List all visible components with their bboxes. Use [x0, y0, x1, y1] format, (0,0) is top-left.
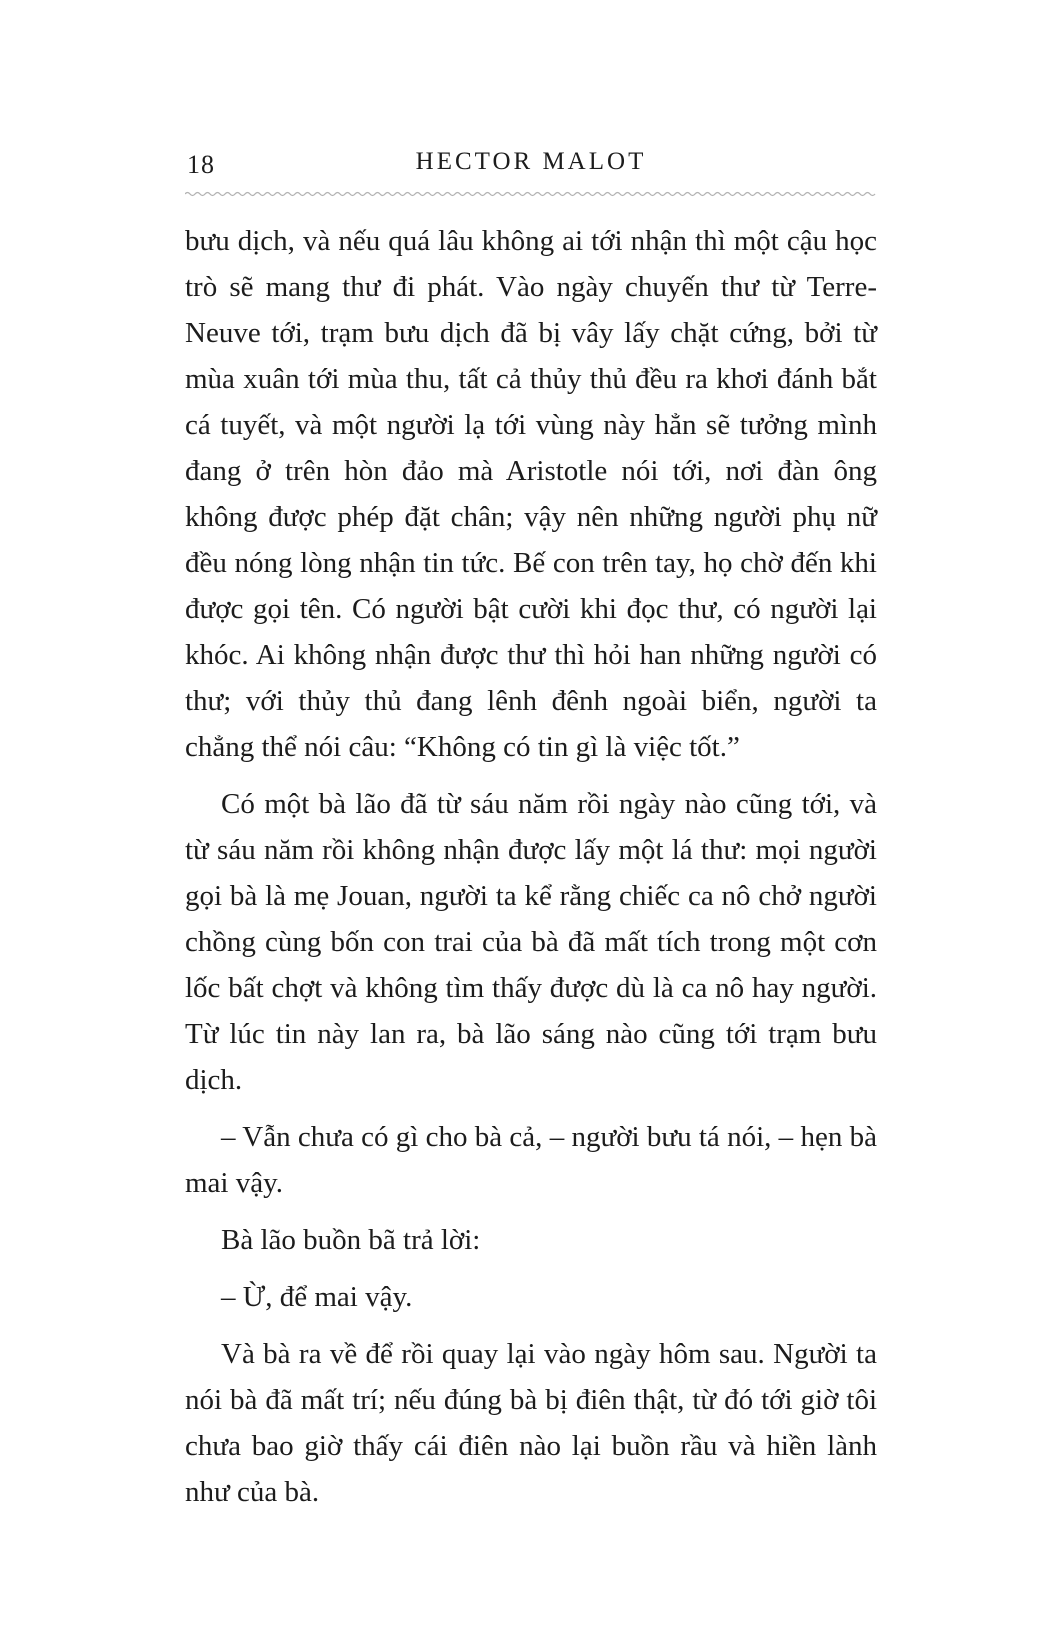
- page-body: [185, 218, 877, 1515]
- paragraph-dialogue: – Vẫn chưa có gì cho bà cả, – người bưu tá nói, – hẹn bà mai vậy.: [185, 1121, 877, 1199]
- paragraph: Bà lão buồn bã trả lời:: [221, 1224, 481, 1256]
- running-title: HECTOR MALOT: [415, 148, 647, 175]
- wavy-divider: [185, 190, 877, 198]
- paragraph: bưu dịch, và nếu quá lâu không ai tới nhận thì một cậu học trò sẽ mang thư đi phát. Vào ngày chuyến thư từ Terre-Neuve tới, trạm bưu dịch đã bị vây lấy chặt cứng, bởi từ mùa xuân tới mùa thu, tất cả thủy thủ đều ra khơi đánh bắt cá tuyết, và một người lạ tới vùng này hẳn sẽ tưởng mình đang ở trên hòn đảo mà Aristotle nói tới, nơi đàn ông không được phép đặt chân; vậy nên những người phụ nữ đều nóng lòng nhận tin tức. Bế con trên tay, họ chờ đến khi được gọi tên. Có người bật cười khi đọc thư, có người lại khóc. Ai không nhận được thư thì hỏi han những người có thư; với thủy thủ đang lênh đênh ngoài biển, người ta chẳng thể nói câu: “Không có tin gì là việc tốt.”: [185, 225, 877, 763]
- page-number: 18: [187, 150, 215, 179]
- page-header: [185, 148, 877, 184]
- wavy-divider-path: [185, 193, 875, 196]
- paragraph: Và bà ra về để rồi quay lại vào ngày hôm sau. Người ta nói bà đã mất trí; nếu đúng bà bị điên thật, từ đó tới giờ tôi chưa bao giờ thấy cái điên nào lại buồn rầu và hiền lành như của bà.: [185, 1338, 877, 1508]
- paragraph: Có một bà lão đã từ sáu năm rồi ngày nào cũng tới, và từ sáu năm rồi không nhận được lấy một lá thư: mọi người gọi bà là mẹ Jouan, người ta kể rằng chiếc ca nô chở người chồng cùng bốn con trai của bà đã mất tích trong một cơn lốc bất chợt và không tìm thấy được dù là ca nô hay người. Từ lúc tin này lan ra, bà lão sáng nào cũng tới trạm bưu dịch.: [185, 788, 877, 1096]
- page-content: [185, 148, 877, 1526]
- paragraph-dialogue: – Ừ, để mai vậy.: [221, 1281, 413, 1313]
